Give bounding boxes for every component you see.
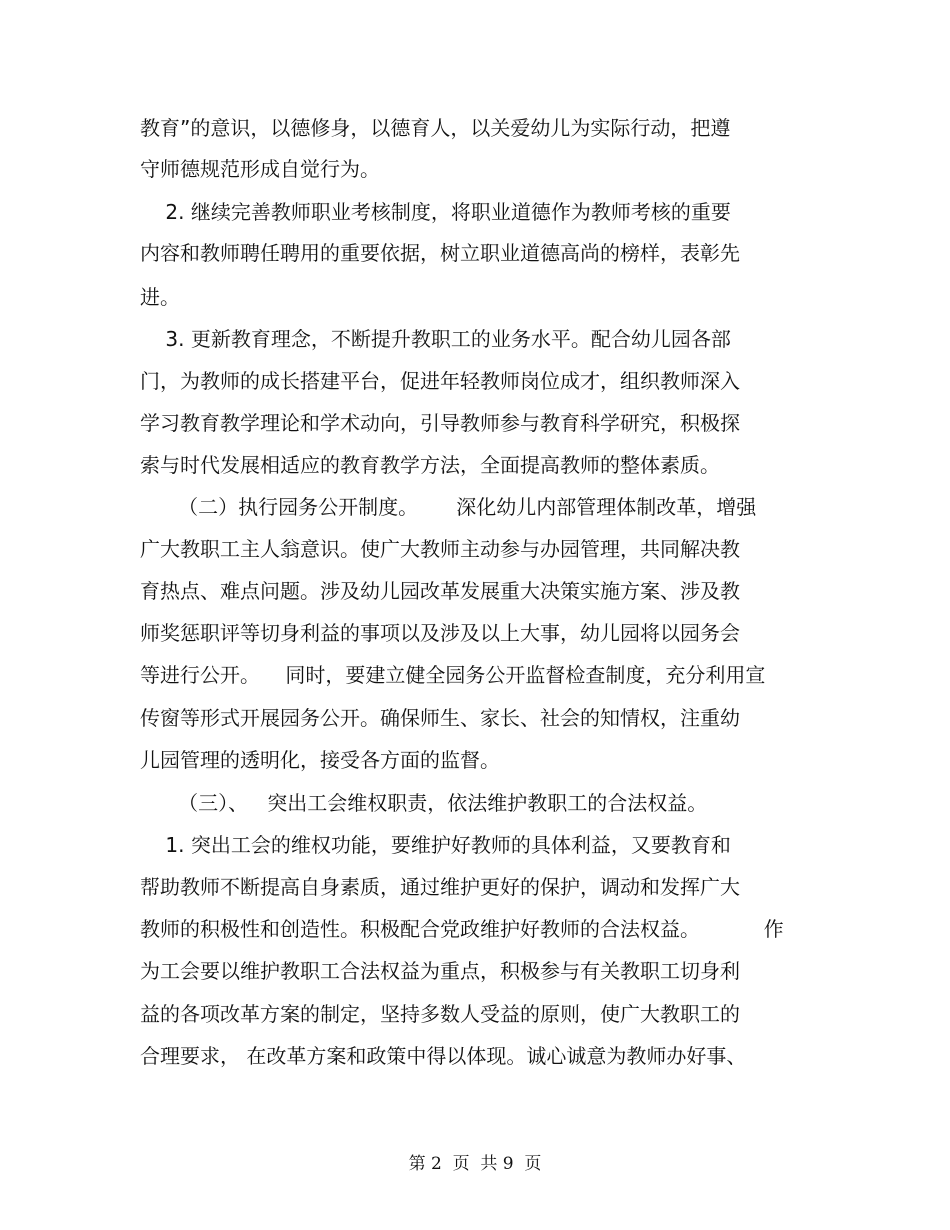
body-text-line: 教育”的意识，以德修身，以德育人，以关爱幼儿为实际行动，把遵 bbox=[140, 116, 731, 140]
body-text-line: 师奖惩职评等切身利益的事项以及涉及以上大事，幼儿园将以园务会 bbox=[140, 621, 740, 645]
body-text-line: 1. 突出工会的维权功能，要维护好教师的具体利益，又要教育和 bbox=[140, 833, 731, 857]
body-text-line: 教师的积极性和创造性。积极配合党政维护好教师的合法权益。 作 bbox=[140, 917, 784, 941]
body-text-line: 育热点、难点问题。涉及幼儿园改革发展重大决策实施方案、涉及教 bbox=[140, 579, 740, 603]
body-text-line: 儿园管理的透明化，接受各方面的监督。 bbox=[140, 748, 500, 772]
body-text-line: 索与时代发展相适应的教育教学方法，全面提高教师的整体素质。 bbox=[140, 453, 720, 477]
body-text-line: 广大教职工主人翁意识。使广大教师主动参与办园管理，共同解决教 bbox=[140, 537, 740, 561]
body-text-line: 进。 bbox=[140, 285, 180, 309]
body-text-line: 合理要求， 在改革方案和政策中得以体现。诚心诚意为教师办好事、 bbox=[140, 1044, 747, 1068]
body-text-line: 益的各项改革方案的制定，坚持多数人受益的原则，使广大教职工的 bbox=[140, 1002, 740, 1026]
body-text-line: 内容和教师聘任聘用的重要依据，树立职业道德高尚的榜样，表彰先 bbox=[140, 241, 740, 265]
section-heading-line: （三）、 突出工会维权职责，依法维护教职工的合法权益。 bbox=[140, 791, 708, 815]
body-text-line: 为工会要以维护教职工合法权益为重点，积极参与有关教职工切身利 bbox=[140, 959, 740, 983]
body-text-line: 学习教育教学理论和学术动向，引导教师参与教育科学研究，积极探 bbox=[140, 411, 740, 435]
body-text-line: 守师德规范形成自觉行为。 bbox=[140, 157, 380, 181]
body-text-line: 帮助教师不断提高自身素质，通过维护更好的保护，调动和发挥广大 bbox=[140, 875, 740, 899]
body-text-line: 2. 继续完善教师职业考核制度，将职业道德作为教师考核的重要 bbox=[140, 200, 731, 224]
body-text-line: 门，为教师的成长搭建平台，促进年轻教师岗位成才，组织教师深入 bbox=[140, 369, 740, 393]
body-text-line: 传窗等形式开展园务公开。确保师生、家长、社会的知情权，注重幼 bbox=[140, 706, 740, 730]
section-heading-line: （二）执行园务公开制度。 深化幼儿内部管理体制改革，增强 bbox=[140, 495, 757, 519]
page-number-footer: 第 2 页 共 9 页 bbox=[408, 1154, 542, 1174]
body-text-line: 等进行公开。 同时，要建立健全园务公开监督检查制度，充分利用宣 bbox=[140, 663, 766, 687]
body-text-line: 3. 更新教育理念，不断提升教职工的业务水平。配合幼儿园各部 bbox=[140, 327, 731, 351]
